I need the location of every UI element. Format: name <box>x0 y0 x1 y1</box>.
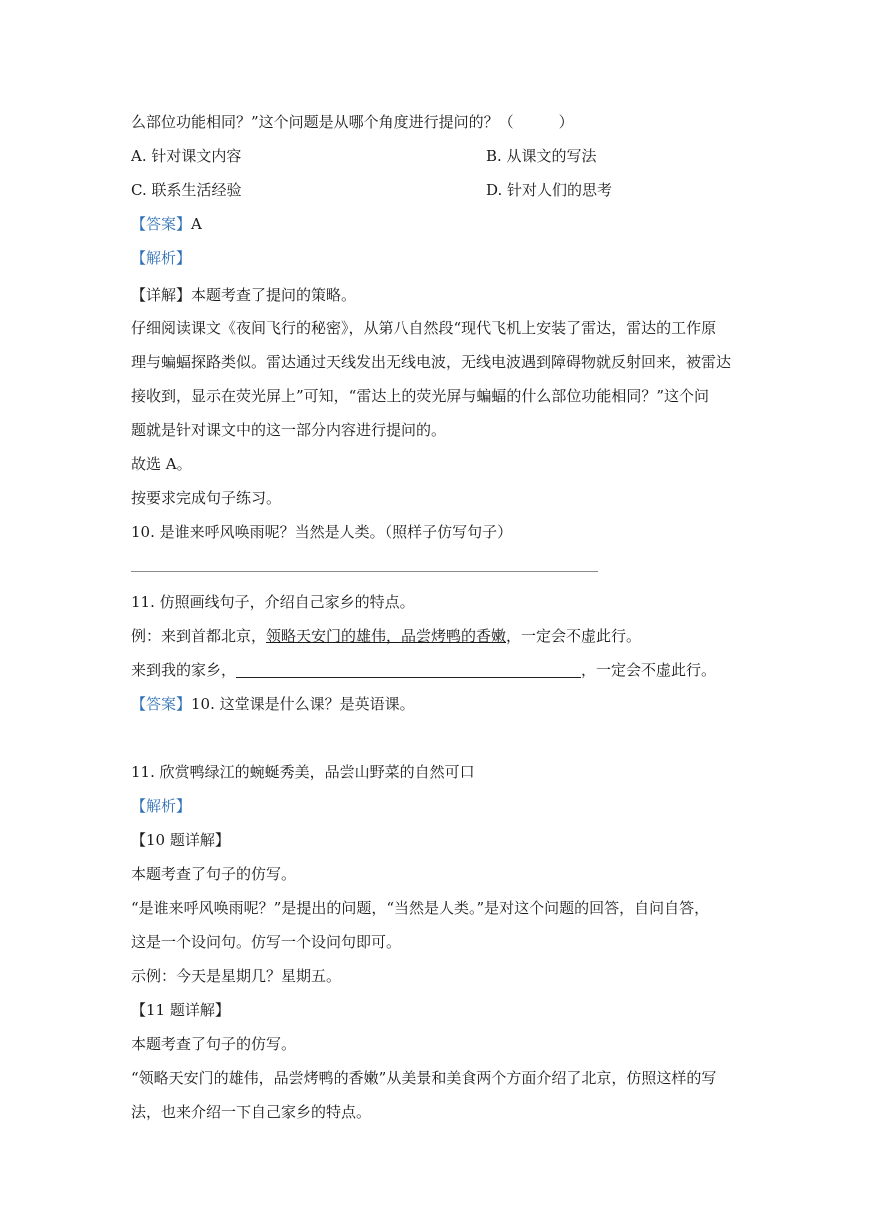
detail-10-tag: 【10 题详解】 <box>131 831 230 849</box>
detail-first: 本题考查了提问的策略。 <box>191 286 357 304</box>
q9-stem: 么部位功能相同？”这个问题是从哪个角度进行提问的？（ ） <box>131 113 574 131</box>
fill-suffix: ，一定会不虚此行。 <box>581 661 717 679</box>
q9-para-line-2: 理与蝙蝠探路类似。雷达通过天线发出无线电波，无线电波遇到障碍物就反射回来，被雷达 <box>131 353 732 371</box>
detail-10-line-2: “是谁来呼风唤雨呢？”是提出的问题，“当然是人类。”是对这个问题的回答，自问自答， <box>131 899 710 917</box>
detail-11-tag: 【11 题详解】 <box>131 1001 230 1019</box>
analysis-tag: 【解析】 <box>131 797 192 815</box>
detail-10-line-3: 这是一个设问句。仿写一个设问句即可。 <box>131 933 402 951</box>
q9-analysis-tag: 【解析】 <box>131 249 192 267</box>
detail-11-line-3: 法，也来介绍一下自己家乡的特点。 <box>131 1103 372 1121</box>
fill-prefix: 来到我的家乡， <box>131 661 237 679</box>
example-suffix: ，一定会不虚此行。 <box>506 627 642 645</box>
q11-fill <box>131 660 716 680</box>
answer-tag: 【答案】 <box>131 215 192 233</box>
q9-para-line-1: 仔细阅读课文《夜间飞行的秘密》，从第八自然段“现代飞机上安装了雷达，雷达的工作原 <box>131 319 717 337</box>
answer-10-text: 10. 这堂课是什么课？是英语课。 <box>191 695 415 713</box>
q10-answer-line[interactable] <box>131 571 598 572</box>
q11-stem: 11. 仿照画线句子，介绍自己家乡的特点。 <box>131 593 415 611</box>
q9-option-d: D. 针对人们的思考 <box>486 181 613 199</box>
q10-stem: 10. 是谁来呼风唤雨呢？当然是人类。（照样子仿写句子） <box>131 523 513 541</box>
detail-10-example: 示例：今天是星期几？星期五。 <box>131 967 342 985</box>
q9-detail <box>131 285 356 305</box>
q9-option-a: A. 针对课文内容 <box>131 147 242 165</box>
q9-option-b: B. 从课文的写法 <box>486 147 597 165</box>
detail-10-line-1: 本题考查了句子的仿写。 <box>131 865 297 883</box>
q9-option-c: C. 联系生活经验 <box>131 181 242 199</box>
q9-para-line-4: 题就是针对课文中的这一部分内容进行提问的。 <box>131 421 447 439</box>
q9-para-line-3: 接收到，显示在荧光屏上”可知，“雷达上的荧光屏与蝙蝠的什么部位功能相同？”这个问 <box>131 387 710 405</box>
q9-choose: 故选 A。 <box>131 455 192 473</box>
section-title: 按要求完成句子练习。 <box>131 489 282 507</box>
detail-11-line-1: 本题考查了句子的仿写。 <box>131 1035 297 1053</box>
q11-example <box>131 626 641 646</box>
q9-answer <box>131 214 202 234</box>
example-prefix: 例：来到首都北京， <box>131 627 267 645</box>
answer-tag: 【答案】 <box>131 695 192 713</box>
answer-value: A <box>191 215 202 233</box>
detail-11-line-2: “领略天安门的雄伟，品尝烤鸭的香嫩”从美景和美食两个方面介绍了北京，仿照这样的写 <box>131 1069 717 1087</box>
detail-tag: 【详解】 <box>131 286 192 304</box>
example-underlined: 领略天安门的雄伟，品尝烤鸭的香嫩 <box>266 627 507 645</box>
answer-10 <box>131 694 415 714</box>
answer-11: 11. 欣赏鸭绿江的蜿蜒秀美，品尝山野菜的自然可口 <box>131 763 475 781</box>
fill-blank-line[interactable] <box>236 661 581 678</box>
